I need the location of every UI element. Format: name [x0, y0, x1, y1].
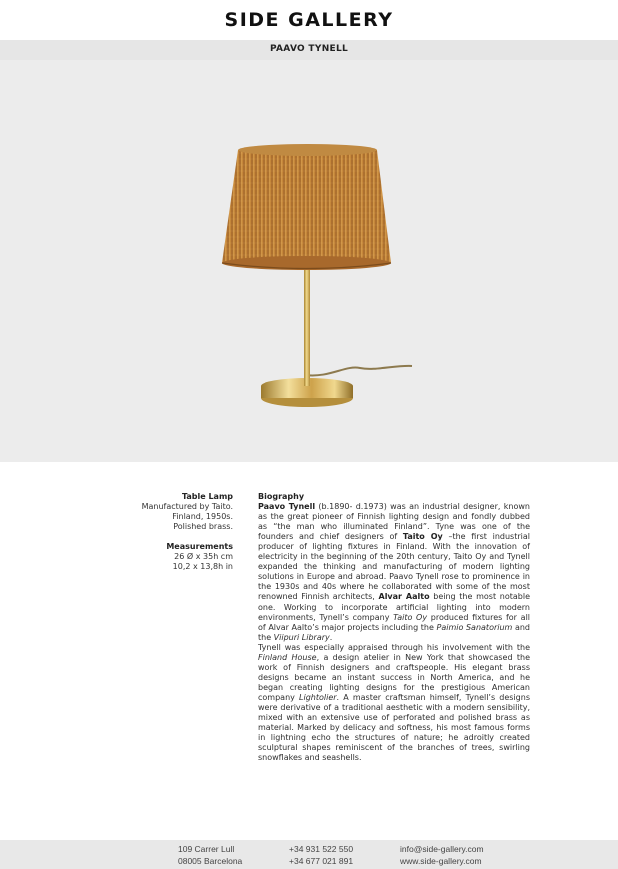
- footer-web: [400, 843, 484, 867]
- taito-oy: Taito Oy: [402, 532, 443, 542]
- address-street: 109 Carrer Lull: [178, 844, 235, 854]
- phone-link-2[interactable]: +34 677 021 891: [289, 856, 354, 866]
- measurement-in: 10,2 x 13,8h in: [172, 562, 233, 571]
- product-detail-3: Polished brass.: [173, 522, 233, 531]
- phone-link-1[interactable]: +34 931 522 550: [289, 844, 354, 854]
- biography-paragraph-1: Paavo Tynell (b.1890- d.1973) was an industrial designer, known as the great pioneer of Finnish lighting design and fondly dubbed as “the man who illuminated Finland”. Tyne was one of the founders and chief designers of Taito Oy –the first industrial producer of lighting fixtures in Finland. With the innovation of electricity in the beginning of the 20th century, Taito Oy and Tynell expanded the thinking and manufacturing of modern lighting solutions in Europe and abroad. Paavo Tynell rose to prominence in the 1930s and 40s where he collaborated with some of the most renowned Finnish architects, Alvar Aalto being the most notable one. Working to incorporate artificial lighting into modern environments, Tynell’s company Taito Oy produced fixtures for all of Alvar Aalto’s major projects including the Paimio Sanatorium and the Viipuri Library.: [258, 502, 531, 642]
- measurement-cm: 26 Ø x 35h cm: [174, 552, 233, 561]
- measurements-label: Measurements: [166, 542, 233, 551]
- designer-name: Paavo Tynell: [258, 502, 316, 512]
- product-photo: [0, 60, 618, 462]
- brand-logo: SIDE GALLERY: [224, 9, 394, 31]
- header: [0, 0, 618, 40]
- footer-phones: [289, 843, 353, 867]
- footer: [0, 840, 618, 869]
- designer-bar: [0, 40, 618, 60]
- website-link[interactable]: www.side-gallery.com: [400, 856, 482, 866]
- alvar-aalto: Alvar Aalto: [378, 592, 430, 602]
- product-detail-1: Manufactured by Taito.: [141, 502, 233, 511]
- email-link[interactable]: info@side-gallery.com: [400, 844, 484, 854]
- product-type: Table Lamp: [181, 492, 233, 501]
- biography-paragraph-2: Tynell was especially appraised through his involvement with the Finland House, a design atelier in New York that showcased the work of Finnish designers and craftspeople. His elegant brass designs became an instant success in North America, and he began creating lighting designs for the prestigious American company Lightolier. A master craftsman himself, Tynell’s designs were derivative of a traditional aesthetic with a modern sensibility, mixed with an extensive use of perforated and polished brass as material. Marked by delicacy and softness, his most famous forms in lightning echo the structures of nature; he adroitly created sculptural shapes reminiscent of the branches of trees, swirling snowflakes and seashells.: [258, 642, 531, 763]
- biography: [258, 492, 530, 763]
- address-city: 08005 Barcelona: [178, 856, 243, 866]
- designer-title: PAAVO TYNELL: [269, 44, 349, 54]
- table-lamp-image: [0, 60, 618, 462]
- footer-address: [178, 843, 242, 867]
- product-detail-2: Finland, 1950s.: [172, 512, 233, 521]
- biography-heading: Biography: [258, 492, 305, 501]
- product-info: [120, 492, 233, 572]
